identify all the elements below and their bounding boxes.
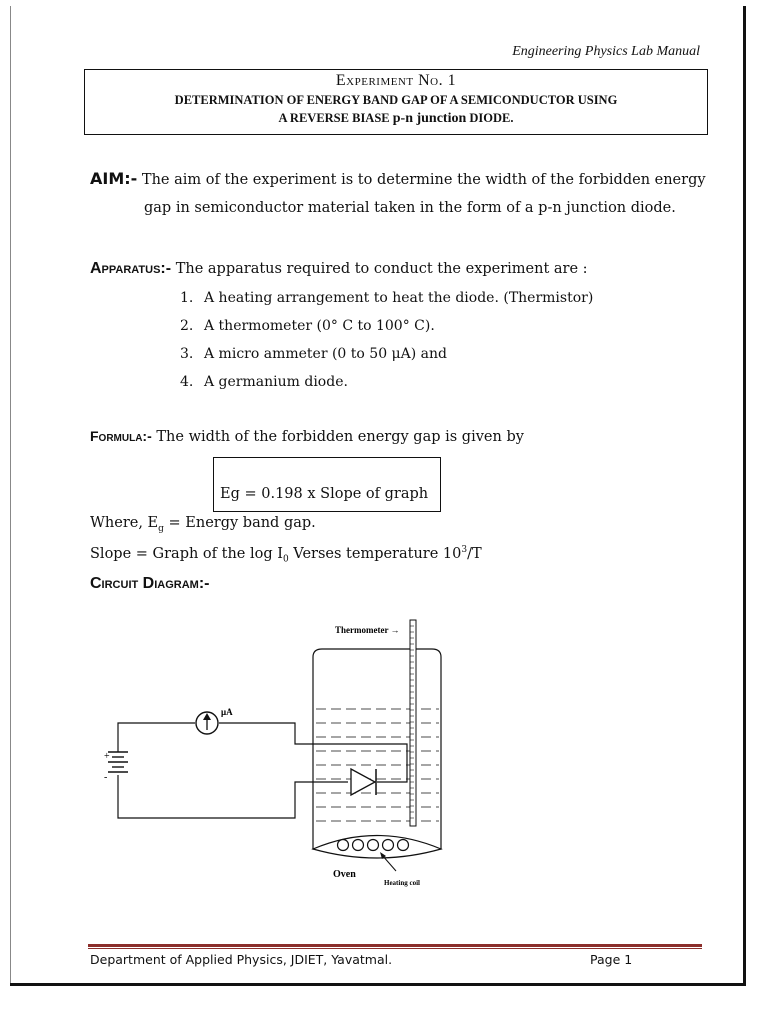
formula-box — [213, 457, 441, 512]
aim-text-2: gap in semiconductor material taken in the form of a p-n junction diode. — [144, 200, 676, 216]
battery-icon — [108, 752, 128, 775]
battery-plus: + — [104, 751, 110, 762]
formula-line — [90, 428, 524, 445]
experiment-title-box — [84, 69, 708, 135]
apparatus-item: 1. A heating arrangement to heat the diode. (Thermistor) — [180, 290, 594, 306]
thermometer-label: Thermometer → — [335, 625, 400, 635]
where-line: Where, $E_g$ = Energy band gap. — [90, 515, 316, 534]
beaker — [313, 649, 441, 849]
diode-icon — [351, 769, 376, 795]
circuit-heading: Circuit Diagram:- — [90, 575, 210, 592]
apparatus-item: 3. A micro ammeter (0 to 50 μA) and — [180, 346, 447, 362]
apparatus-item: 2. A thermometer (0° C to 100° C). — [180, 318, 435, 334]
apparatus-line — [90, 260, 588, 278]
thermometer-icon — [410, 620, 416, 826]
footer-rule — [88, 944, 702, 947]
formula-text: The width of the forbidden energy gap is given by — [156, 429, 524, 445]
experiment-heading — [85, 72, 707, 90]
aim-label: AIM:- — [90, 169, 138, 188]
experiment-title-line2 — [85, 111, 707, 127]
apparatus-label: Apparatus:- — [90, 260, 172, 277]
circuit-diagram — [90, 612, 470, 892]
title-line2-c: DIODE. — [469, 111, 514, 125]
experiment-title-line1: DETERMINATION OF ENERGY BAND GAP OF A SEMICONDUCTOR USING — [174, 93, 618, 107]
experiment-prefix: Experiment No. — [335, 72, 444, 89]
apparatus-text: The apparatus required to conduct the experiment are : — [175, 261, 588, 277]
title-line2-a: A REVERSE BIASE — [278, 111, 390, 125]
slope-line: Slope = Graph of the $\log I_0$ Verses temperature $10^3/T$ — [90, 545, 482, 565]
footer-department: Department of Applied Physics, JDIET, Yavatmal. — [90, 952, 393, 967]
aim-line1 — [90, 169, 706, 188]
apparatus-list — [180, 290, 593, 402]
battery-minus: - — [104, 772, 108, 783]
oven-label: Oven — [333, 869, 356, 880]
coil-label: Heating coil — [384, 879, 420, 887]
ammeter-label: μA — [221, 707, 233, 717]
experiment-number: 1 — [447, 72, 457, 89]
liquid-lines — [316, 709, 439, 821]
formula-equation: Eg = 0.198 x Slope of graph — [220, 486, 429, 502]
footer-rule-thin — [88, 948, 702, 949]
aim-text-1: The aim of the experiment is to determine the width of the forbidden energy — [141, 172, 706, 188]
title-line2-b: p-n junction — [392, 111, 467, 126]
manual-title: Engineering Physics Lab Manual — [512, 44, 700, 59]
apparatus-item: 4. A germanium diode. — [180, 374, 348, 390]
footer-page: Page 1 — [590, 952, 633, 967]
formula-label: Formula:- — [90, 428, 152, 444]
